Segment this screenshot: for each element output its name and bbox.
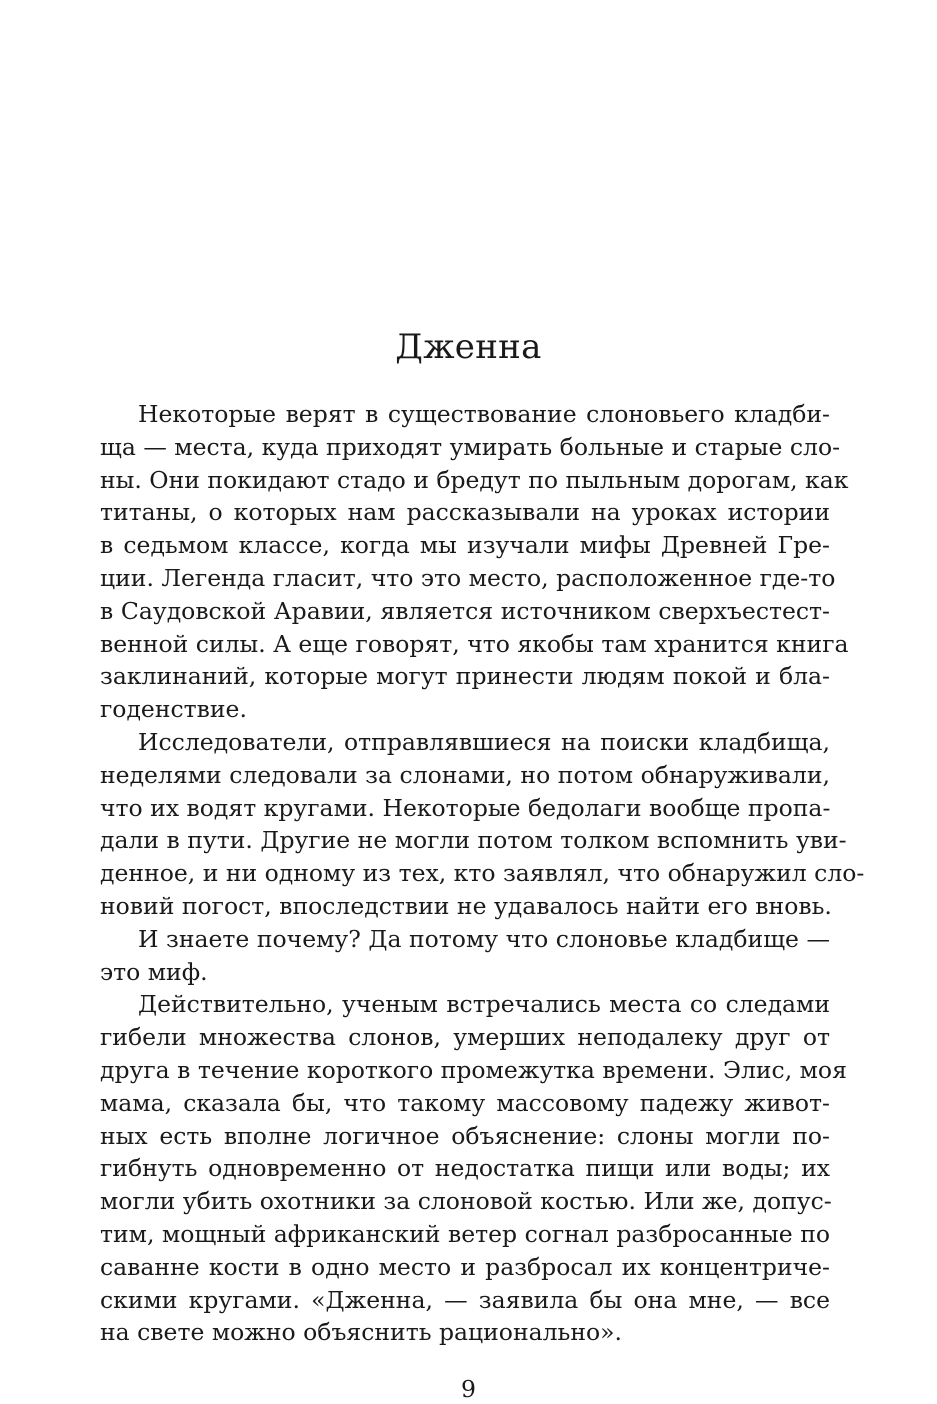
text-line: ща — места, куда приходят умирать больные и старые сло- [100, 432, 841, 461]
text-line: в седьмом классе, когда мы изучали мифы Древней Гре- [100, 531, 830, 560]
paragraph [100, 398, 849, 726]
text-line: новий погост, впоследствии не удавалось найти его вновь. [100, 891, 832, 920]
text-line: заклинаний, которые могут принести людям покой и бла- [100, 662, 830, 691]
text-line: тим, мощный африканский ветер согнал разбросанные по [100, 1219, 830, 1248]
text-line: денное, и ни одному из тех, кто заявлял, что обнаружил сло- [100, 859, 865, 888]
text-line: это миф. [100, 957, 208, 986]
text-line: в Саудовской Аравии, является источником сверхъестест- [100, 596, 830, 625]
text-line: на свете можно объяснить рационально». [100, 1318, 623, 1347]
text-line: гибели множества слонов, умерших неподалеку друг от [100, 1023, 830, 1052]
page-number: 9 [461, 1375, 476, 1403]
text-line: титаны, о которых нам рассказывали на уроках истории [100, 498, 830, 527]
text-line: годенствие. [100, 695, 247, 724]
text-line: мама, сказала бы, что такому массовому падежу живот- [100, 1088, 830, 1117]
chapter-title: Дженна [395, 327, 542, 367]
text-line: ции. Легенда гласит, что это место, расположенное где-то [100, 563, 836, 592]
text-line: Действительно, ученым встречались места со следами [138, 990, 830, 1019]
paragraph [100, 923, 830, 989]
text-line: ных есть вполне логичное объяснение: слоны могли по- [100, 1121, 830, 1150]
text-line: скими кругами. «Дженна, — заявила бы она мне, — все [100, 1285, 830, 1314]
text-line: венной силы. А еще говорят, что якобы там хранится книга [100, 629, 849, 658]
text-line: ны. Они покидают стадо и бредут по пыльным дорогам, как [100, 465, 849, 494]
text-line: что их водят кругами. Некоторые бедолаги вообще пропа- [100, 793, 831, 822]
text-line: могли убить охотники за слоновой костью. Или же, допус- [100, 1187, 832, 1216]
paragraph [100, 726, 865, 923]
text-line: неделями следовали за слонами, но потом обнаруживали, [100, 760, 830, 789]
text-line: дали в пути. Другие не могли потом толком вспомнить уви- [100, 826, 847, 855]
text-line: друга в течение короткого промежутка времени. Элис, моя [100, 1055, 847, 1084]
text-line: Исследователи, отправлявшиеся на поиски кладбища, [138, 727, 830, 756]
text-line: И знаете почему? Да потому что слоновье кладбище — [138, 924, 830, 953]
text-line: гибнуть одновременно от недостатка пищи или воды; их [100, 1154, 830, 1183]
text-line: саванне кости в одно место и разбросал их концентриче- [100, 1252, 830, 1281]
chapter-body [100, 398, 865, 1349]
paragraph [100, 988, 847, 1349]
text-line: Некоторые верят в существование слоновьего кладби- [138, 400, 830, 428]
